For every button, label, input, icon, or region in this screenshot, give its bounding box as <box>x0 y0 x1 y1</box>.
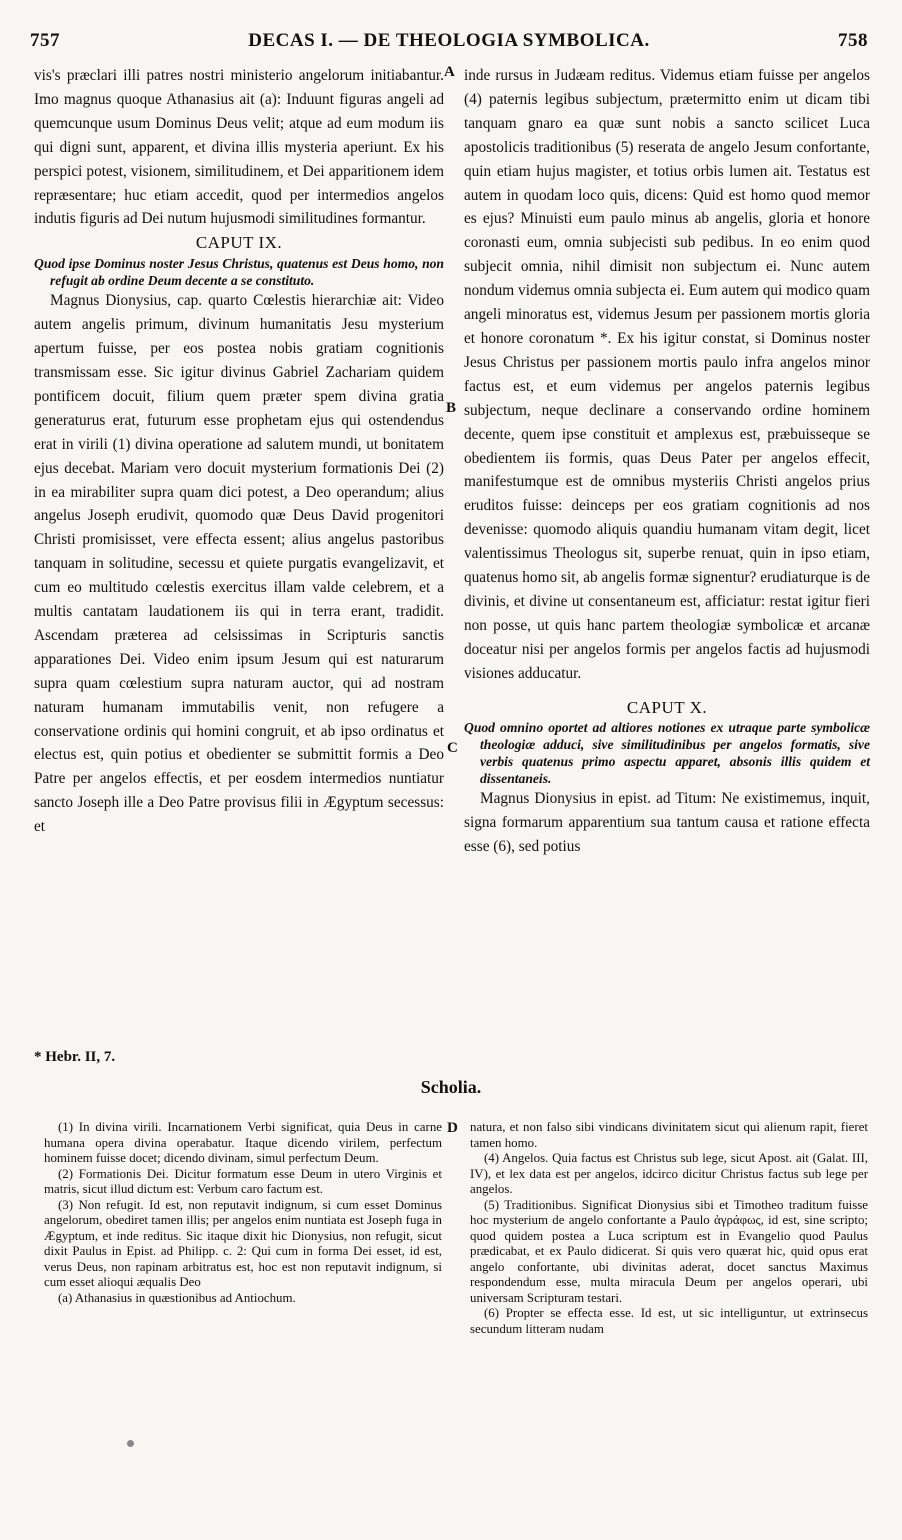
scholion-note-a: (a) Athanasius in quæstionibus ad Antiochum. <box>58 1290 296 1305</box>
page-header <box>30 30 868 54</box>
left-paragraph-2: Magnus Dionysius, cap. quarto Cœlestis hierarchiæ ait: Video autem angelis primum, divinum humanitatis Jesu mysterium apertum fuisse, per eos postea nobis gratiam cognitionis transmissam esse. Sic igitur divinus Gabriel Zachariam quidem pontificem docuit, filium quem præter spem divina gratia generaturus erat, futurum esse prophetam ejus qui ostendendus erat in virili (1) divina operatione ad salutem mundi, ut bonitatem ejus decebat. Mariam vero docuit mysterium formationis Dei (2) in ea mirabiliter supra quam dici potest, a Deo operandum; alius angelus Joseph erudivit, quomodo quæ Deus David progenitori Christi promisisset, vere effecta essent; alius angelus pastoribus tanquam in solitudine, secessu et quiete purgatis evangelizavit, et cum eo multitudo cœlestis exercitus illam valde celebrem, et a multis cantatam laudationem iis qui in terra erant, tradidit. Ascendam præterea ad celsissimas in Scripturis sanctis apparationes Dei. Video enim ipsum Jesum qui est naturarum supra quam cœlestium supra naturam auctor, qui ad nostram naturam humanam immutabilis venit, non refugere a conservatione ordinis qui homini congruit, et ab ipso ordinatus et electus est, quin potius et obedienter se submittit formis a Deo Patre per angelos effectis, et per eosdem intermedios nuntiatur sancto Joseph ille a Deo Patre provisus filii in Ægyptum secessus: et <box>34 292 444 836</box>
caput-ix-heading: CAPUT IX. <box>195 233 283 253</box>
scholion-4: (4) Angelos. Quia factus est Christus sub lege, sicut Apost. ait (Galat. III, IV), et lex data est per angelos, idcirco dicitur Christus factus sub lege per angelos. <box>470 1151 868 1196</box>
right-paragraph-2: Magnus Dionysius in epist. ad Titum: Ne existimemus, inquit, signa formarum apparentium sua tantum causa et ratione effecta esse (6), sed potius <box>464 790 870 856</box>
scholion-3: (3) Non refugit. Id est, non reputavit indignum, si cum esset Dominus angelorum, obediret tamen illis; per angelos enim nuntiata est Joseph fuga in Ægyptum, et inde reditus. Sic itaque dixit hic Dionysius, non refugit, sicut dixit Paulus in Epist. ad Philipp. c. 2: Qui cum in forma Dei esset, id est, verus Deus, non rapinam arbitratus est, hoc est non reputavit indignum, si cum esset alioqui æqualis Deo <box>44 1197 442 1289</box>
caput-x-heading: CAPUT X. <box>626 697 708 717</box>
scholia-right-column <box>470 1120 868 1337</box>
right-column <box>464 64 870 859</box>
scholion-5: (5) Traditionibus. Significat Dionysius sibi et Timotheo traditum fuisse hoc mysterium de angelo confortante a Paulo ἀγράφως, id est, sine scripto; quod quidem postea a Luca scriptum est in Evangelio quod Paulus prædicabat, et ex Paulo didicerat. Si quis vero quærat hic, quid opus erat angelo confortante, ubi divinitas aderat, docet sanctus Maximus respondendum esse, multa miracula Deum per angelos operari, ubi universam Scripturam testari. <box>470 1197 868 1305</box>
left-paragraph-1: vis's præclari illi patres nostri ministerio angelorum initiabantur. Imo magnus quoque Athanasius ait (a): Induunt figuras angeli ad quemcunque usum Dominus Deus velit; atque ad eum modum iis qui digni sunt, apparent, et divina illis mysteria aperiunt. Ex his perspici potest, visionem, similitudinem, et Dei apparitionem idem repræsentare; huc etiam accedit, quod per intermedios angelos indutis figuris ad Dei nutum hujusmodi similitudines formantur. <box>34 67 444 228</box>
scholia-heading: Scholia. <box>420 1077 482 1097</box>
running-title: DECAS I. — DE THEOLOGIA SYMBOLICA. <box>248 30 650 51</box>
scholion-6: (6) Propter se effecta esse. Id est, ut sic intelliguntur, ut extrinsecus secundum litteram nudam <box>470 1306 868 1336</box>
margin-marker-a: A <box>444 64 455 80</box>
margin-marker-c: C <box>447 740 458 756</box>
left-column <box>34 64 444 839</box>
page-number-left: 757 <box>30 30 60 51</box>
page-number-right: 758 <box>838 30 868 51</box>
ink-smudge <box>127 1440 134 1447</box>
scholion-1: (1) In divina virili. Incarnationem Verbi significat, quia Deus in carne humana opera divina operabatur. Itaque dicendo virilem, perfectum hominem fuisse docet; dicendo divinam, simul perfectum Deum. <box>44 1120 442 1165</box>
scholion-3-continued: natura, et non falso sibi vindicans divinitatem sicut qui alienum rapit, fieret tamen homo. <box>470 1120 868 1150</box>
caput-ix-summary: Quod ipse Dominus noster Jesus Christus, quatenus est Deus homo, non refugit ab ordine Deum decente a se constituto. <box>34 256 444 289</box>
footnote: * Hebr. II, 7. <box>34 1049 116 1065</box>
scholia-left-column <box>44 1120 442 1306</box>
margin-marker-d: D <box>447 1120 458 1136</box>
scholion-2: (2) Formationis Dei. Dicitur formatum esse Deum in utero Virginis et matris, sicut illud dictum est: Verbum caro factum est. <box>44 1166 442 1196</box>
margin-marker-b: B <box>446 400 457 416</box>
caput-x-summary: Quod omnino oportet ad altiores notiones ex utraque parte symbolicæ theologiæ adduci, sive similitudinibus per angelos formatis, sive verbis quatenus primo aspectu apparet, absonis illis quidem et dissentaneis. <box>464 720 870 787</box>
right-paragraph-1: inde rursus in Judæam reditus. Videmus etiam fuisse per angelos (4) paternis legibus subjectum, prætermitto enim ut dicam tibi tanquam gnaro ea quæ sunt nobis a sancto scilicet Luca apostolicis traditionibus (5) reserata de angelo Jesum confortante, quin etiam hujus magister, et totius orbis lumen ait. Testatus est autem in quodam loco quis, dicens: Quid est homo quod memor es ejus? Minuisti eum paulo minus ab angelis, gloria et honore coronasti eum, omnia subjecisti sub pedibus. In eo enim quod subjecit omnia, nihil dimisit non subjectum ei. Nunc autem nondum videmus omnia subjecta ei. Eum autem qui modico quam angeli minoratus est, videmus Jesum per passionem mortis gloria et honore coronatum *. Ex his igitur constat, si Dominus noster Jesus Christus per passionem mortis paulo infra angelos minor factus est, et eum videmus per angelos paternis legibus subjectum, neque declinare a conservando ordine hominem decente, quem ipse constituit et amplexus est, præbuisseque se obedientem iis formis, quas Deus Pater per angelos effecit, manifestumque est de omnibus mysteriis Christi angelos prius eruditos fuisse: deinceps per eos gratiam cognitionis ad nos devenisse: quomodo aliquis quandiu humanam vitam degit, licet valentissimus Theologus sit, superbe renuat, quin in ipso etiam, quatenus homo sit, ab angelis formæ signentur? erudiaturque is de divinis, et divine ut consentaneum est, afficiatur: restat igitur fieri non posse, ut quis hanc partem theologiæ symbolicæ et arcanæ doceatur nisi per angelos formis per angelos factis ad hujusmodi visiones adducatur. <box>464 67 870 682</box>
